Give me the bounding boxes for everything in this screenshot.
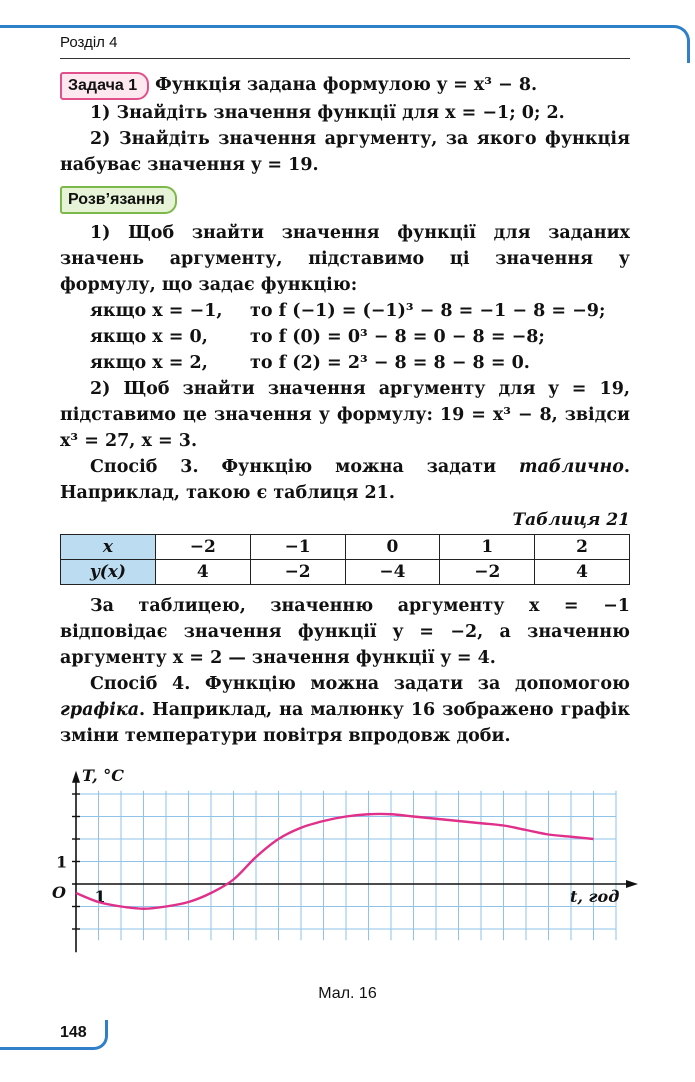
table-cell: 2 [535,535,630,560]
table-header-y: y(x) [61,560,156,585]
table-cell: −2 [250,560,345,585]
table-cell: −2 [155,535,250,560]
method-3-text: Функцію можна задати [198,457,519,477]
method-4-lead: Спосіб 4. [90,674,191,694]
table-cell: −1 [250,535,345,560]
x-axis-arrow [626,880,638,888]
case-calculation: то f (−1) = (−1)³ − 8 = −1 − 8 = −9; [250,301,606,321]
case-calculation: то f (2) = 2³ − 8 = 8 − 8 = 0. [250,353,530,373]
solution-case-3 [60,350,630,376]
task-statement [60,72,630,100]
solution-badge: Розв’язання [60,186,177,214]
table-header-x: x [61,535,156,560]
table-cell: −4 [345,560,440,585]
y-axis-arrow [72,771,80,783]
table-explanation: За таблицею, значенню аргументу x = −1 відповідає значення функції y = −2, а значенню аргументу x = 2 — значення функції y = 4. [60,596,630,668]
solution-case-2 [60,324,630,350]
table-cell: −2 [440,560,535,585]
x-tick-label: 1 [94,887,106,906]
task-question-1: 1) Знайдіть значення функції для x = −1; 0; 2. [90,103,565,123]
case-calculation: то f (0) = 0³ − 8 = 0 − 8 = −8; [250,327,545,347]
solution-step-2: 2) Щоб знайти значення аргументу для y = 19, підставимо це значення у формулу: 19 = x³ − 8, звідси x³ = 27, x = 3. [60,379,630,451]
method-3-paragraph [60,454,630,506]
chapter-title: Розділ 4 [60,34,118,51]
task-question-2: 2) Знайдіть значення аргументу, за якого функція набуває значення y = 19. [60,129,630,175]
x-axis-label: t, год [570,887,620,906]
figure-caption: Мал. 16 [318,985,377,1002]
case-condition: якщо x = −1, [90,301,223,321]
method-3-emphasis: таблично [518,457,624,477]
solution-case-1 [60,298,630,324]
table-row-x [61,535,630,560]
temperature-chart [40,758,640,973]
table-cell: 4 [535,560,630,585]
header-divider [60,58,630,59]
method-4-text-end: . Наприклад, на малюнку 16 зображено графік зміни температури повітря впродовж доби. [60,700,630,746]
table-caption: Таблиця 21 [512,510,630,530]
y-tick-label: 1 [56,852,68,872]
main-content [60,72,637,749]
task-formula: Функція задана формулою y = x³ − 8. [155,75,538,95]
method-4-paragraph [60,671,637,749]
origin-label: O [52,883,66,902]
case-condition: якщо x = 2, [90,353,208,373]
page-number: 148 [60,1024,87,1041]
table-cell: 0 [345,535,440,560]
page-number-frame [0,1020,108,1050]
method-4-text: Функцію можна задати за допомогою [190,674,637,694]
task-badge: Задача 1 [60,72,149,100]
solution-step-1: 1) Щоб знайти значення функції для заданих значень аргументу, підставимо ці значення у формулу, що задає функцію: [60,223,630,295]
table-21 [60,534,630,585]
method-4-emphasis: графіка [60,700,140,720]
method-3-lead: Спосіб 3. [90,457,199,477]
method-3-text-end: . Наприклад, такою є таблиця 21. [60,457,631,503]
table-cell: 4 [155,560,250,585]
y-axis-label: T, °C [82,765,125,785]
table-cell: 1 [440,535,535,560]
table-row-y [61,560,630,585]
case-condition: якщо x = 0, [90,327,208,347]
